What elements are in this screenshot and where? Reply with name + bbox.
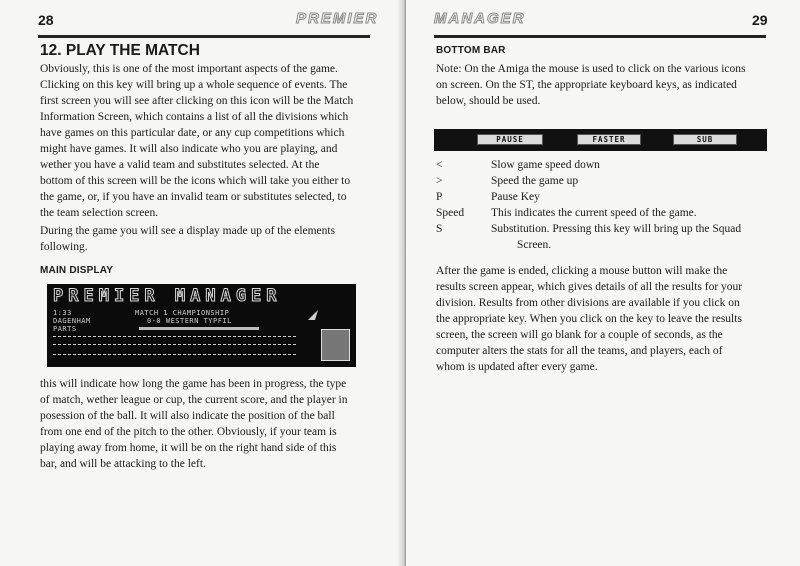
intro-paragraph	[40, 61, 380, 221]
text-line: bottom of this screen will be the icons which will take you either to	[40, 175, 351, 187]
screen-home-team: DAGENHAM	[53, 317, 91, 325]
screen-player: PARTS	[53, 325, 77, 333]
page-number: 28	[38, 12, 54, 28]
key-description-line: Substitution. Pressing this key will bring up the Squad	[491, 223, 742, 235]
note-paragraph	[436, 61, 781, 109]
screen-divider	[53, 344, 296, 345]
text-line: from one end of the pitch to the other. Obviously, if your team is	[40, 426, 337, 438]
section-heading: 12. PLAY THE MATCH	[40, 42, 200, 59]
key-label: <	[436, 159, 443, 171]
screen-score: 0-0 WESTERN TYPFIL	[147, 317, 232, 325]
text-line: the game, or, if you have an invalid team or substitutes selected, to	[40, 191, 347, 203]
key-row	[436, 189, 781, 205]
header-rule	[38, 35, 370, 38]
screen-divider	[53, 354, 296, 355]
results-paragraph	[436, 263, 786, 375]
key-row	[436, 173, 781, 189]
key-description	[491, 221, 781, 253]
key-label: >	[436, 175, 443, 187]
text-line: this will indicate how long the game has been in progress, the type	[40, 378, 347, 390]
display-paragraph	[40, 223, 380, 255]
key-label: P	[436, 191, 443, 203]
text-line: below, should be used.	[436, 95, 541, 107]
key-description: Speed the game up	[491, 175, 579, 187]
screen-time: 1:33	[53, 309, 72, 317]
text-line: Information Screen, which contains a list of all the divisions which	[40, 111, 349, 123]
key-row	[436, 205, 781, 221]
text-line: bar, and will be attacking to the left.	[40, 458, 206, 470]
key-list	[436, 157, 781, 253]
text-line: posession of the ball. It will also indicate the position of the ball	[40, 410, 335, 422]
faster-button: FASTER	[577, 134, 641, 145]
pause-button: PAUSE	[477, 134, 543, 145]
running-head: MANAGER	[434, 10, 526, 27]
running-head: PREMIER	[296, 10, 379, 27]
text-line: computer alters the stats for all the teams, and players, each of	[436, 345, 723, 357]
text-line: following.	[40, 241, 88, 253]
screen-match-type: MATCH 1 CHAMPIONSHIP	[135, 309, 230, 317]
header-rule	[434, 35, 766, 38]
sub-button: SUB	[673, 134, 737, 145]
key-row	[436, 221, 781, 253]
text-line: Obviously, this is one of the most important aspects of the game.	[40, 63, 338, 75]
text-line: screen, the screen will go blank for a couple of seconds, as the	[436, 329, 723, 341]
key-description: Slow game speed down	[491, 159, 600, 171]
key-label: S	[436, 223, 443, 235]
screen-divider	[53, 336, 296, 337]
text-line: the appropriate key. When you click on the key to leave the results	[436, 313, 742, 325]
text-line: whom is updated after every game.	[436, 361, 598, 373]
text-line: Note: On the Amiga the mouse is used to click on the various icons	[436, 63, 746, 75]
text-line: division. Results from other divisions are available if you click on	[436, 297, 740, 309]
key-description: Pause Key	[491, 191, 540, 203]
key-label: Speed	[436, 207, 465, 219]
right-page	[406, 0, 800, 566]
text-line: have games on this particular date, or any cup competitions which	[40, 127, 345, 139]
text-line: might have games. It will also indicate who you are playing, and	[40, 143, 338, 155]
ball-position-bar	[139, 327, 259, 330]
key-description: This indicates the current speed of the game.	[491, 207, 697, 219]
text-line: During the game you will see a display made up of the elements	[40, 225, 336, 237]
text-line: After the game is ended, clicking a mouse button will make the	[436, 265, 728, 277]
key-row	[436, 157, 781, 173]
text-line: of match, wether league or cup, the current score, and the player in	[40, 394, 348, 406]
text-line: Clicking on this key will bring up a whole sequence of events. The	[40, 79, 348, 91]
text-line: the team selection screen.	[40, 207, 159, 219]
main-display-screenshot	[47, 284, 356, 367]
after-display-paragraph	[40, 376, 380, 472]
text-line: playing away from home, it will be on the right hand side of this	[40, 442, 337, 454]
text-line: wether you have a valid team and substitutes selected. At the	[40, 159, 320, 171]
bottom-bar-screenshot	[434, 129, 767, 151]
pointer-icon	[306, 308, 320, 322]
text-line: on screen. On the ST, the appropriate keyboard keys, as indicated	[436, 79, 737, 91]
bottom-bar-subheading: BOTTOM BAR	[436, 45, 506, 56]
page-number: 29	[752, 12, 768, 28]
text-line: results screen appear, which gives details of all the results for your	[436, 281, 743, 293]
pitch-icon	[321, 329, 350, 361]
text-line: first screen you will see after clicking on this icon will be the Match	[40, 95, 354, 107]
main-display-subheading: MAIN DISPLAY	[40, 265, 114, 276]
screen-title: PREMIER MANAGER	[53, 286, 282, 306]
key-description-line: Screen.	[517, 239, 552, 251]
